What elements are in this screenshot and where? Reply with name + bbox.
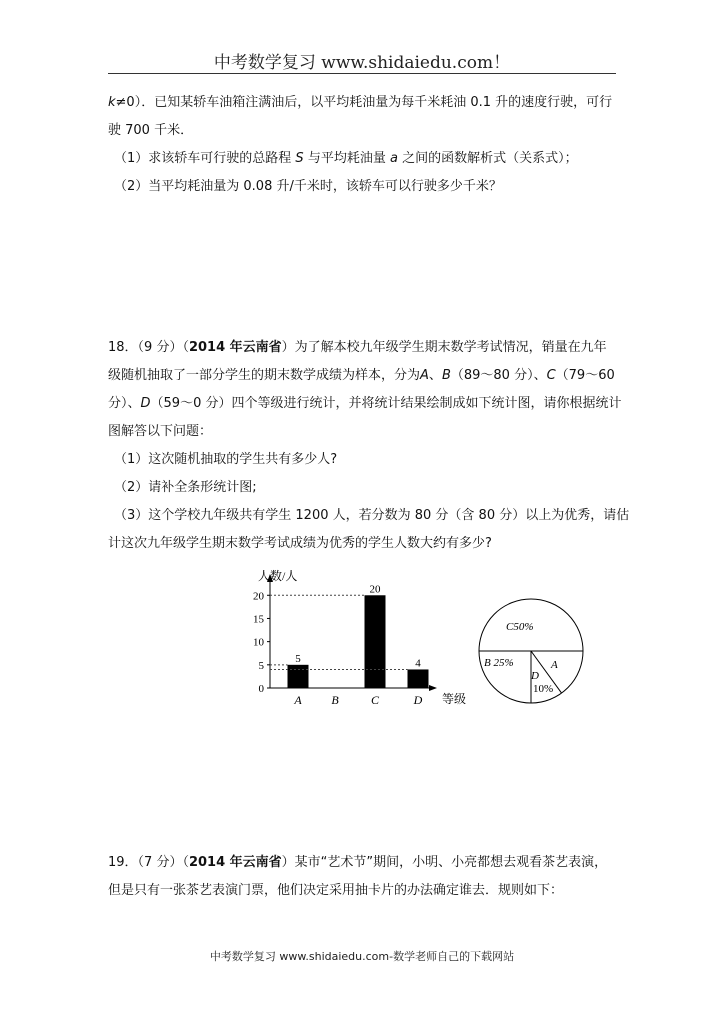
data-label-d: 4 — [415, 657, 421, 670]
q18-line2-c: （79～60 — [555, 368, 615, 383]
q18-sub1: （1）这次随机抽取的学生共有多少人? — [114, 452, 338, 467]
q18-line3-b: （59～0 分）四个等级进行统计，并将统计结果绘制成如下统计图，请你根据统计 — [150, 396, 622, 411]
q19-line2: 但是只有一张茶艺表演门票，他们决定采用抽卡片的办法确定谁去．规则如下： — [108, 883, 564, 898]
q18-line1-text: ）为了解本校九年级学生期末数学考试情况，销量在九年 — [281, 340, 607, 355]
x-axis-arrow — [429, 685, 437, 691]
bar-a — [288, 665, 309, 688]
q18-sub2: （2）请补全条形统计图; — [114, 480, 257, 495]
header-rule — [108, 73, 616, 74]
var-S: S — [295, 151, 304, 166]
q18-number: 18．（9 分）（ — [108, 340, 189, 355]
q17-sub1-c: 之间的函数解析式（关系式）； — [402, 151, 578, 166]
q19-source: 2014 年云南省 — [188, 855, 282, 870]
var-a: a — [389, 151, 398, 166]
var-D: D — [140, 396, 151, 411]
q17-line2: 驶 700 千米． — [108, 123, 194, 138]
page-header: 中考数学复习 www.shidaiedu.com！ — [213, 53, 511, 73]
q19-line1-text: ）某市“艺术节”期间，小明、小亮都想去观看茶艺表演， — [281, 855, 608, 870]
pie-label-a: A — [551, 659, 558, 671]
var-C: C — [546, 368, 556, 383]
q18-line2-b: （89～80 分）、 — [450, 368, 547, 383]
x-tick-label-a: A — [294, 693, 302, 707]
q18-line3 — [108, 390, 624, 418]
y-tick-label: 5 — [258, 659, 264, 672]
data-label-c: 20 — [369, 583, 381, 596]
y-tick-label: 20 — [253, 590, 264, 603]
x-axis-label: 等级 — [442, 692, 467, 706]
q18-sub3-line2: 计这次九年级学生期末数学考试成绩为优秀的学生人数大约有多少? — [108, 536, 492, 551]
pie-label-d: D — [531, 670, 539, 682]
q17-sub1-b: 与平均耗油量 — [307, 151, 386, 166]
q18-line3-a: 分）、 — [108, 396, 141, 411]
var-B: B — [441, 368, 451, 383]
pie-annotation-d: 10% — [533, 683, 554, 695]
var-k: k — [108, 95, 116, 110]
x-tick-label-c: C — [370, 693, 380, 707]
q18-line2 — [108, 362, 624, 390]
q17-sub2: （2）当平均耗油量为 0.08 升/千米时，该轿车可以行驶多少千米？ — [114, 179, 502, 194]
q18-line1 — [108, 334, 624, 362]
q18-line4: 图解答以下问题： — [108, 424, 213, 439]
y-tick-label: 0 — [258, 683, 264, 695]
y-axis-label: 人数/人 — [258, 569, 298, 583]
q18-line2-a: 级随机抽取了一部分学生的期末数学成绩为样本，分为 — [108, 368, 421, 383]
q19-line1 — [108, 849, 624, 877]
pie-label-b: B 25% — [484, 657, 514, 669]
bar-d — [408, 669, 429, 688]
bar-chart — [230, 562, 480, 712]
x-tick-label-b: B — [331, 693, 339, 707]
q18-source: 2014 年云南省 — [188, 340, 282, 355]
y-tick-label: 10 — [253, 636, 264, 649]
pie-label-c: C50% — [506, 621, 534, 633]
q17-sub1-a: （1）求该轿车可行驶的总路程 — [114, 151, 292, 166]
q18-sep: 、 — [428, 368, 442, 383]
q17-line1-text: ≠0）．已知某轿车油箱注满油后，以平均耗油量为每千米耗油 0.1 升的速度行驶，可行 — [115, 95, 613, 110]
data-label-a: 5 — [295, 652, 301, 665]
q17-line1 — [108, 89, 624, 117]
bar-c — [365, 595, 386, 688]
q19-number: 19．（7 分）（ — [108, 855, 189, 870]
pie-chart — [476, 596, 586, 706]
var-A: A — [420, 368, 429, 383]
q18-sub3-line1: （3）这个学校九年级共有学生 1200 人，若分数为 80 分（含 80 分）以上为优秀，请估 — [114, 508, 630, 523]
q17-sub1 — [108, 145, 630, 173]
y-tick-label: 15 — [253, 613, 264, 626]
x-tick-label-d: D — [413, 693, 423, 707]
page-footer: 中考数学复习 www.shidaiedu.com-数学老师自己的下载网站 — [209, 950, 515, 963]
